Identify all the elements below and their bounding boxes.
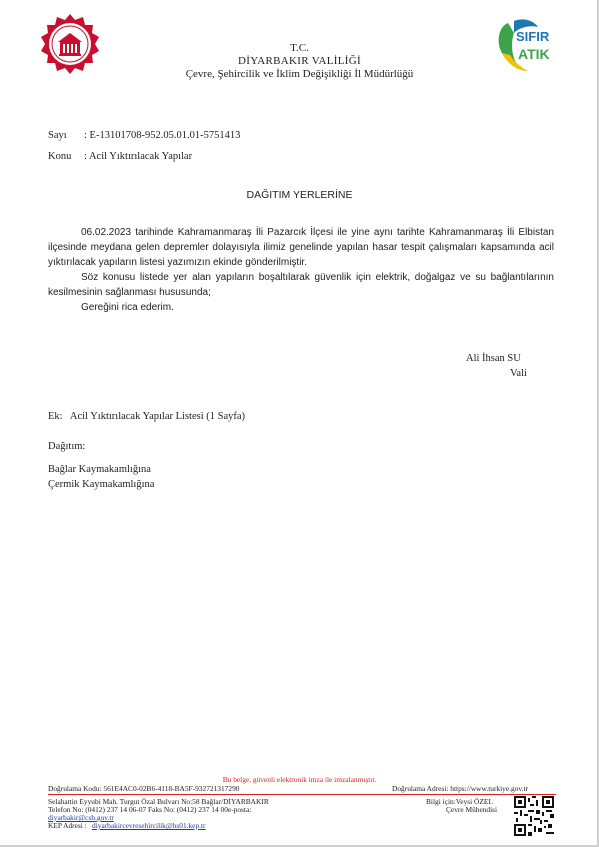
konu-label: Konu (48, 151, 72, 162)
distribution-item: Çermik Kaymakamlığına (48, 479, 155, 490)
verification-code: Doğrulama Kodu: 561E4AC0-02B6-4118-BA5F-932721317290 (48, 784, 240, 793)
footer-kep-link[interactable]: diyarbakircevresehircilik@hs01.kep.tr (92, 821, 206, 830)
header-department: Çevre, Şehircilik ve İklim Değişikliği İl Müdürlüğü (185, 68, 414, 80)
header-institution: DİYARBAKIR VALİLİĞİ (238, 55, 361, 67)
contact-person: Bilgi için:Veysi ÖZEL (426, 797, 493, 806)
paragraph-1: 06.02.2023 tarihinde Kahramanmaraş İli Pazarcık İlçesi ile yine aynı tarihte Kahramanmaraş İli Elbistan ilçesinde meydana gelen depremler dolayısıyla ilimiz genelinde yapılan hasar tespit çalışmaları kapsamında acil yıktırılacak yapıların listesi yazımızın ekinde gönderilmiştir. (48, 227, 554, 268)
verification-address[interactable]: Doğrulama Adresi: https://www.turkiye.gov.tr (392, 784, 528, 793)
header-tc: T.C. (290, 42, 309, 54)
paragraph-2: Söz konusu listede yer alan yapıların boşaltılarak güvenlik için elektrik, doğalgaz ve su bağlantılarının kesilmesinin sağlanması hususunda; (48, 272, 554, 298)
footer-email-link[interactable]: diyarbakir@csb.gov.tr (48, 813, 114, 822)
footer-divider (48, 794, 556, 795)
signatory-title: Vali (510, 368, 527, 379)
sayi-label: Sayı (48, 130, 67, 141)
signatory-name: Ali İhsan SU (466, 353, 521, 364)
footer-kep-label: KEP Adresi : (48, 821, 87, 830)
footer-phone: Telefon No: (0412) 237 14 06-07 Faks No: (0412) 237 14 00e-posta: (48, 805, 252, 814)
konu-value: : Acil Yıktırılacak Yapılar (84, 151, 193, 162)
logo-text-top: SIFIR (516, 29, 550, 44)
attachment-line: Ek: Acil Yıktırılacak Yapılar Listesi (1 Sayfa) (48, 411, 246, 422)
distribution-label: Dağıtım: (48, 441, 86, 452)
logo-text-bottom: ATIK (518, 46, 550, 62)
distribution-item: Bağlar Kaymakamlığına (48, 464, 151, 475)
contact-title: Çevre Mühendisi (446, 805, 498, 814)
paragraph-3: Gereğini rica ederim. (81, 302, 174, 313)
letter-body (48, 225, 554, 315)
sayi-value: : E-13101708-952.05.01.01-5751413 (84, 130, 241, 141)
footer-address: Selahattin Eyyubi Mah. Turgut Özal Bulvarı No:58 Bağlar/DİYARBAKIR (48, 797, 269, 806)
recipient-title: DAĞITIM YERLERİNE (246, 189, 353, 201)
e-signature-notice: Bu belge, güvenli elektronik imza ile imzalanmıştır. (222, 775, 377, 784)
qr-code (514, 796, 554, 836)
